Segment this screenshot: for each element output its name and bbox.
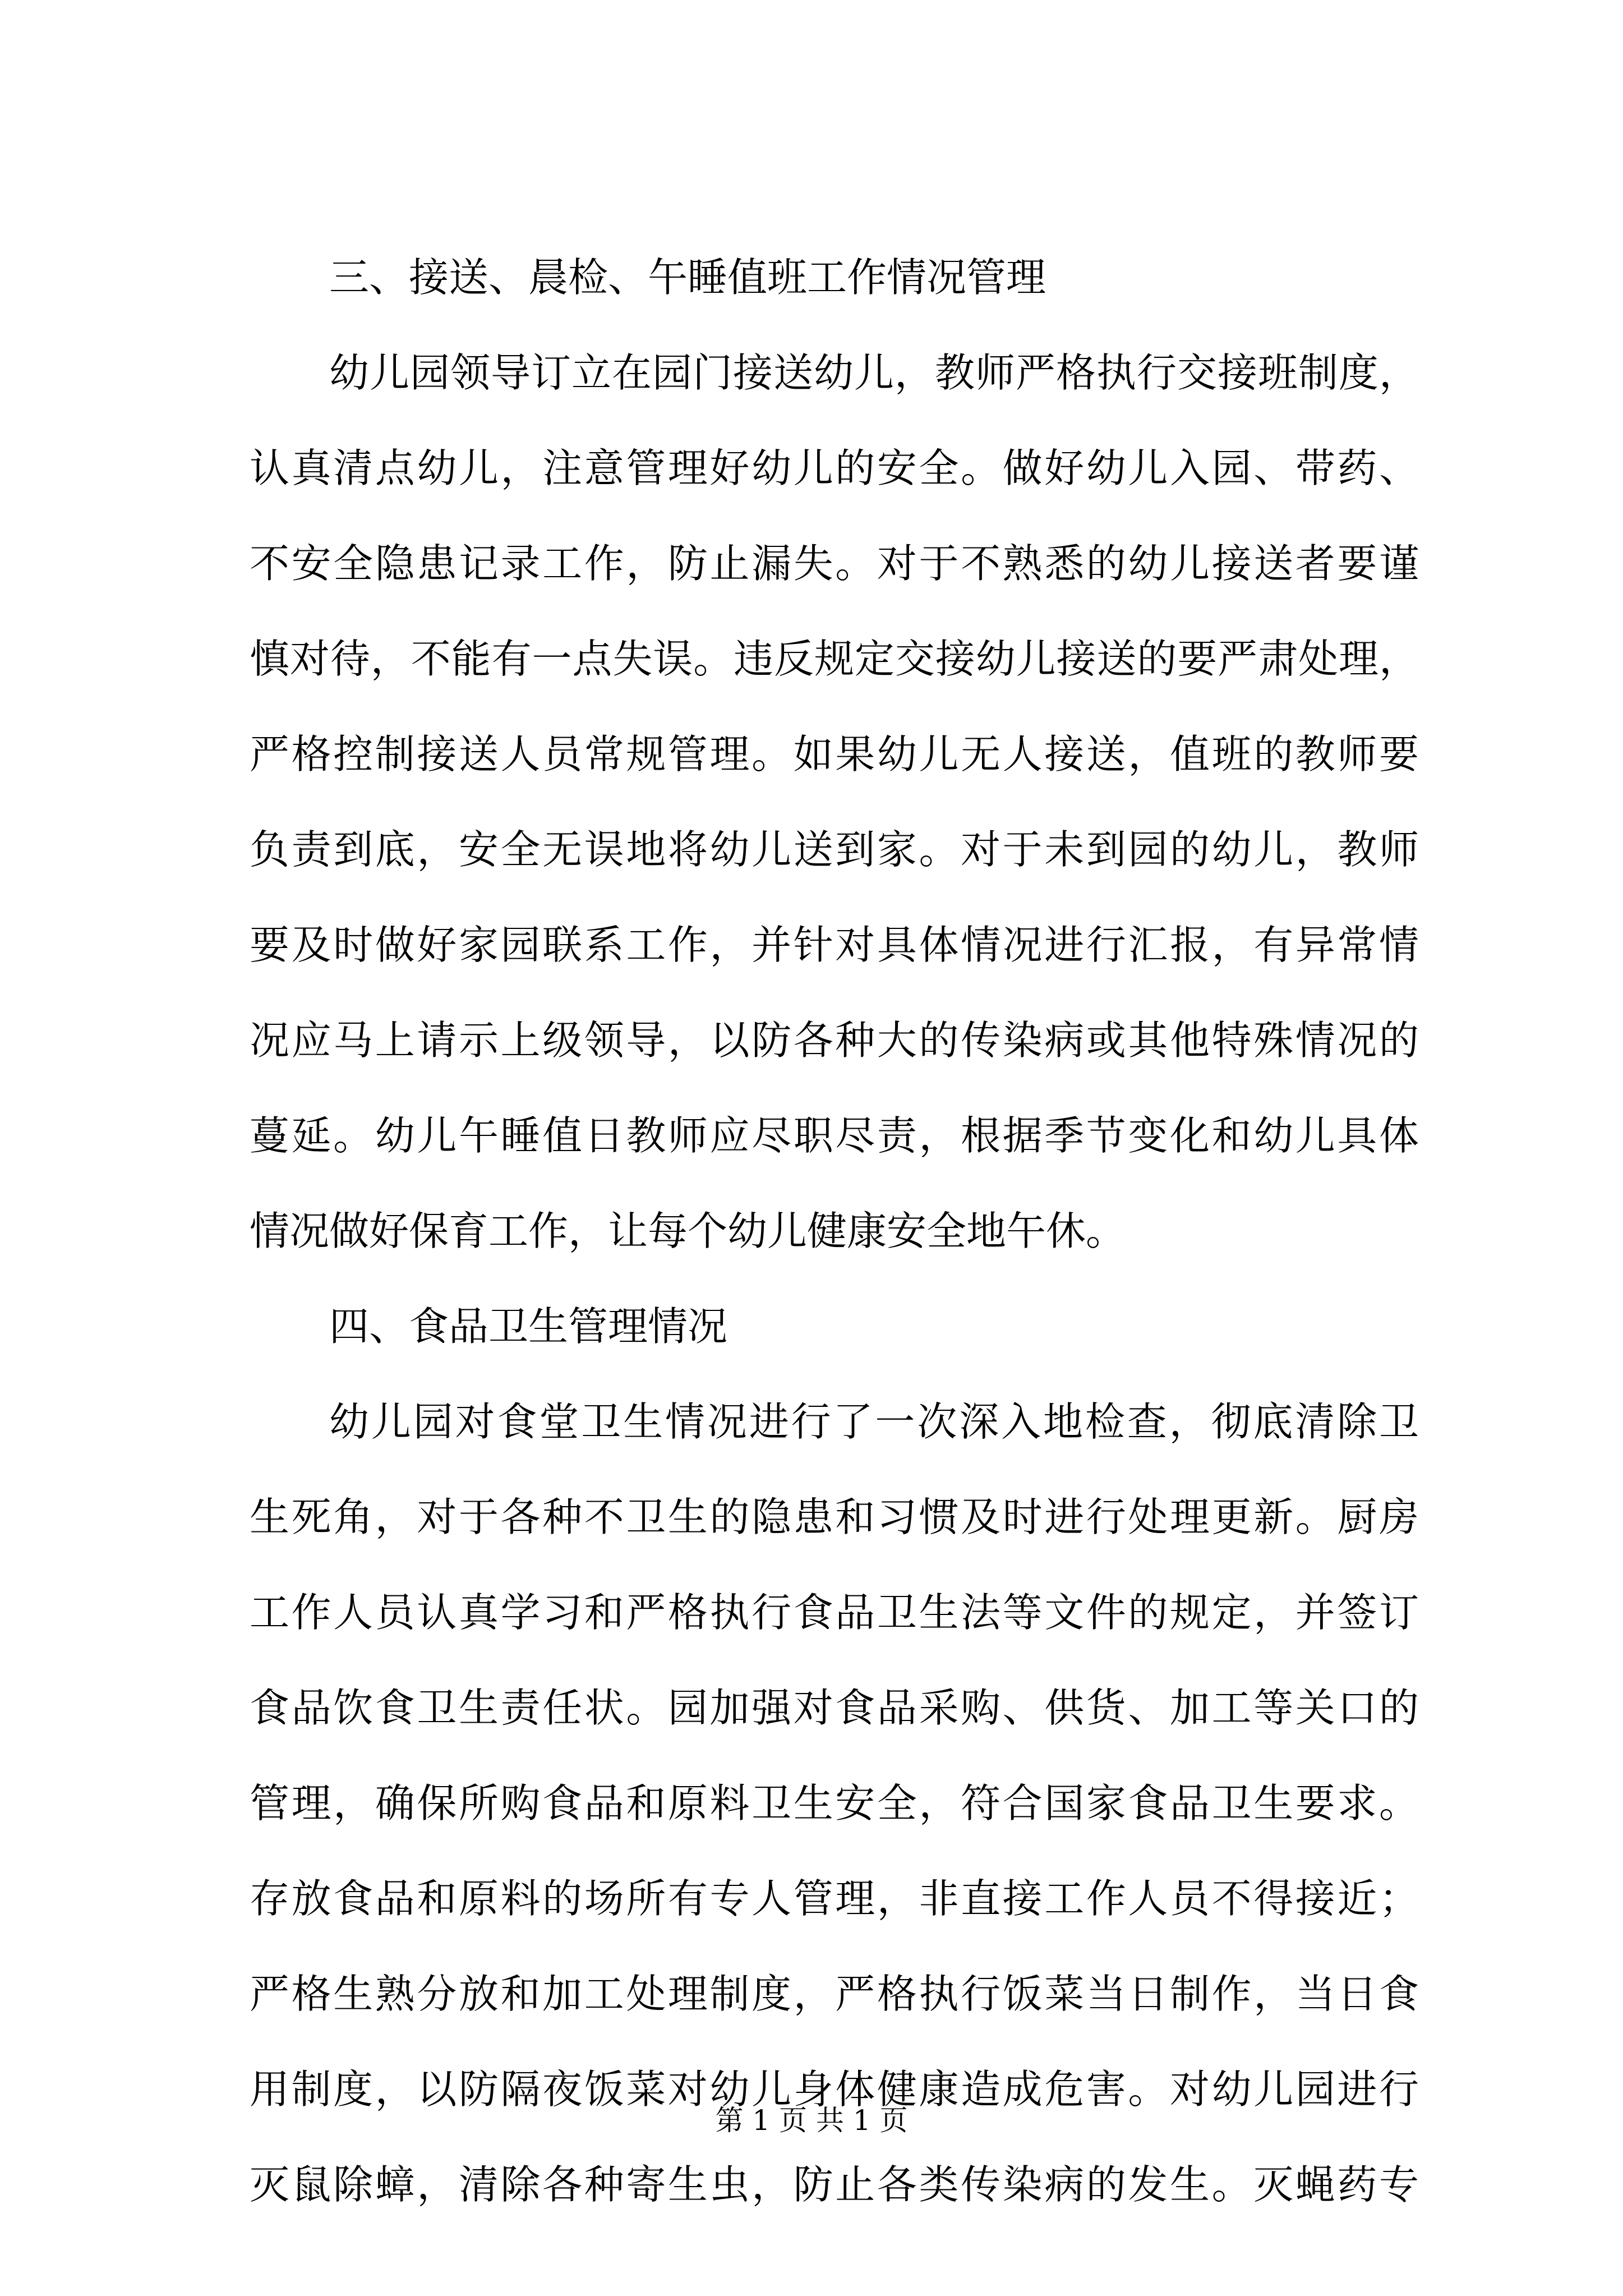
- paragraph-line: 工作人员认真学习和严格执行食品卫生法等文件的规定，并签订: [250, 1589, 1419, 1636]
- section-heading-3: 三、接送、晨检、午睡值班工作情况管理: [329, 254, 1046, 301]
- paragraph-line: 要及时做好家园联系工作，并针对具体情况进行汇报，有异常情: [250, 922, 1419, 968]
- paragraph-line: 幼儿园领导订立在园门接送幼儿，教师严格执行交接班制度，: [329, 349, 1419, 396]
- paragraph-line: 不安全隐患记录工作，防止漏失。对于不熟悉的幼儿接送者要谨: [250, 540, 1419, 587]
- paragraph-line: 生死角，对于各种不卫生的隐患和习惯及时进行处理更新。厨房: [250, 1494, 1419, 1540]
- paragraph-line: 慎对待，不能有一点失误。违反规定交接幼儿接送的要严肃处理，: [250, 636, 1419, 682]
- paragraph-line: 用制度，以防隔夜饭菜对幼儿身体健康造成危害。对幼儿园进行: [250, 2066, 1419, 2113]
- paragraph-line: 情况做好保育工作，让每个幼儿健康安全地午休。: [250, 1208, 1126, 1254]
- paragraph-line: 管理，确保所购食品和原料卫生安全，符合国家食品卫生要求。: [250, 1780, 1419, 1826]
- paragraph-line: 严格控制接送人员常规管理。如果幼儿无人接送，值班的教师要: [250, 731, 1419, 777]
- paragraph-line: 存放食品和原料的场所有专人管理，非直接工作人员不得接近；: [250, 1875, 1419, 1922]
- paragraph-line: 幼儿园对食堂卫生情况进行了一次深入地检查，彻底清除卫: [329, 1398, 1419, 1445]
- page-number-footer: 第 1 页 共 1 页: [715, 2104, 908, 2137]
- paragraph-line: 认真清点幼儿，注意管理好幼儿的安全。做好幼儿入园、带药、: [250, 445, 1419, 491]
- paragraph-line: 灭鼠除蟑，清除各种寄生虫，防止各类传染病的发生。灭蝇药专: [250, 2161, 1419, 2208]
- paragraph-line: 况应马上请示上级领导，以防各种大的传染病或其他特殊情况的: [250, 1017, 1419, 1064]
- paragraph-line: 负责到底，安全无误地将幼儿送到家。对于未到园的幼儿，教师: [250, 826, 1419, 873]
- paragraph-line: 蔓延。幼儿午睡值日教师应尽职尽责，根据季节变化和幼儿具体: [250, 1112, 1419, 1159]
- section-heading-4: 四、食品卫生管理情况: [329, 1303, 728, 1350]
- paragraph-line: 食品饮食卫生责任状。园加强对食品采购、供货、加工等关口的: [250, 1685, 1419, 1731]
- paragraph-line: 严格生熟分放和加工处理制度，严格执行饭菜当日制作，当日食: [250, 1971, 1419, 2017]
